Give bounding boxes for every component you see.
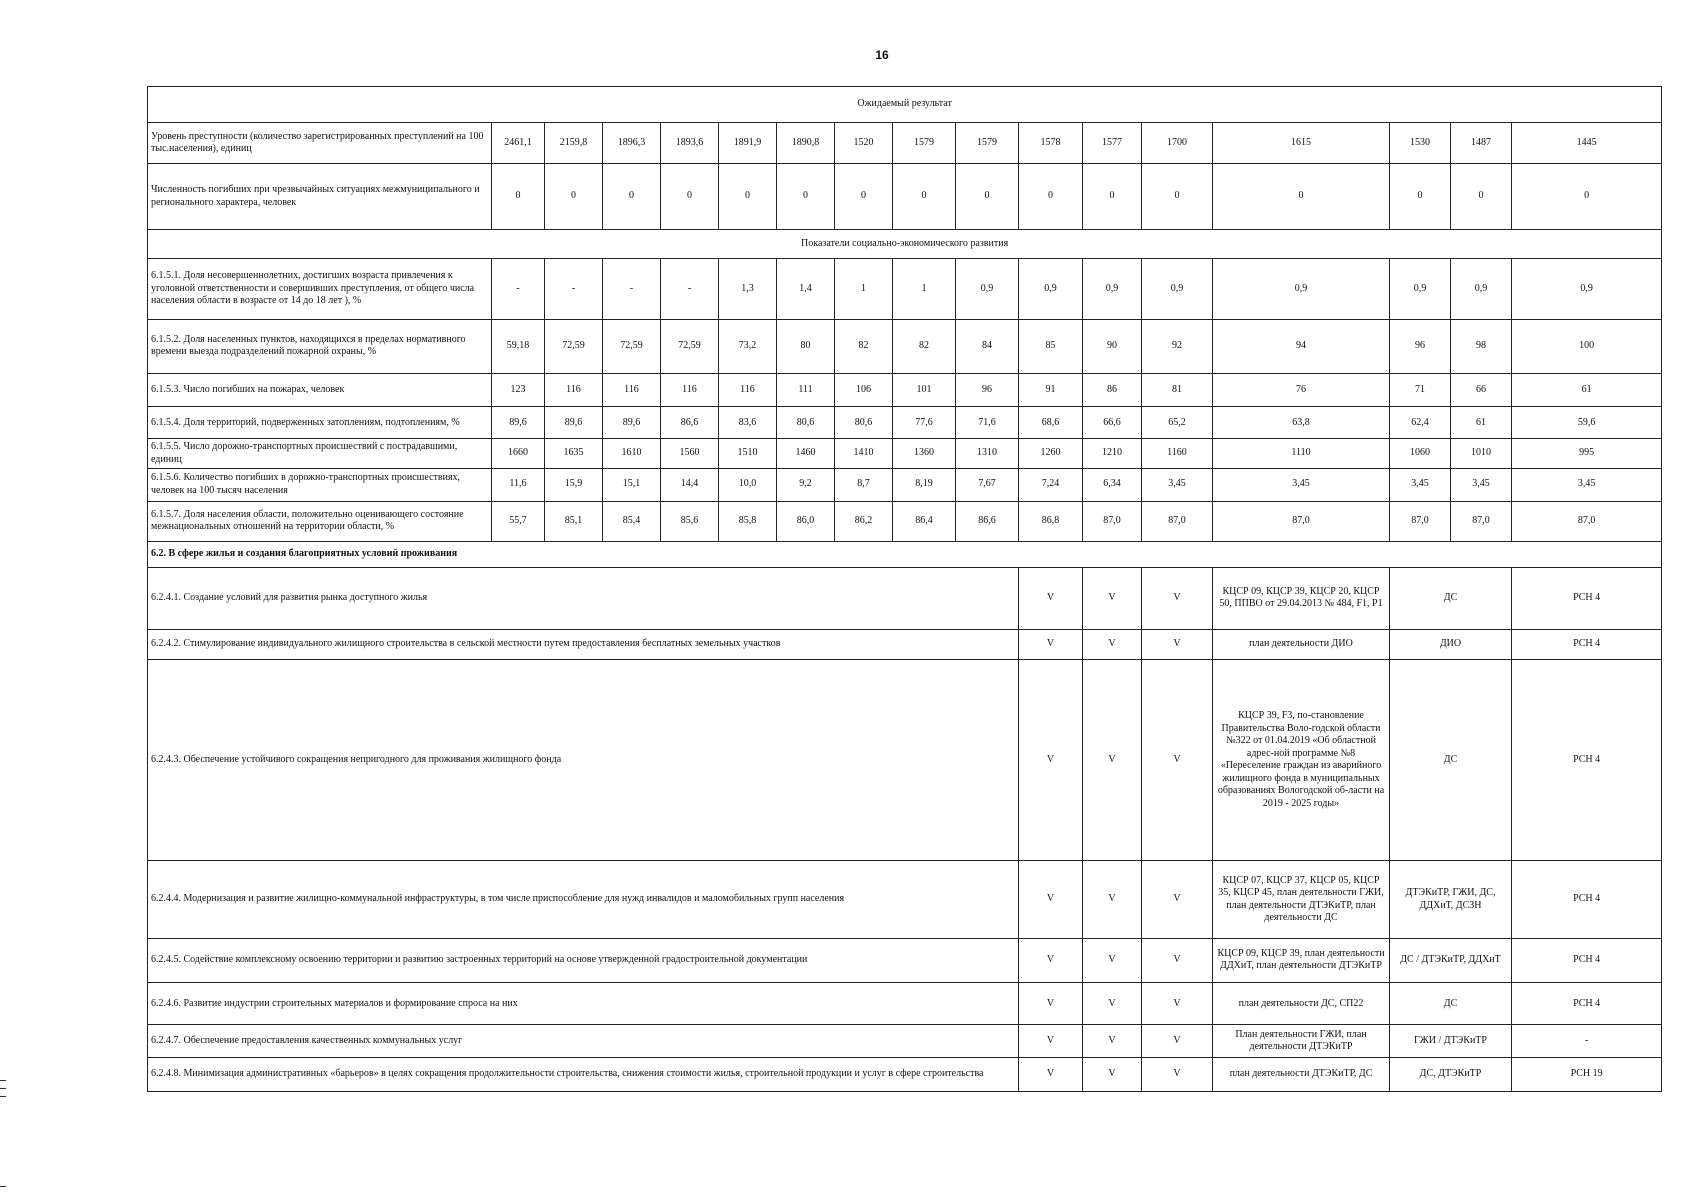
v-mark: V — [1142, 629, 1213, 659]
value-cell: 89,6 — [492, 407, 545, 439]
indicator-label: 6.1.5.3. Число погибших на пожарах, человек — [148, 373, 492, 406]
measure-row — [148, 861, 1662, 939]
rsn-cell: РСН 4 — [1512, 983, 1662, 1025]
value-cell: 1578 — [1019, 123, 1083, 164]
value-cell: 73,2 — [719, 319, 777, 373]
source-cell: план деятельности ДТЭКиТР, ДС — [1213, 1057, 1390, 1091]
value-cell: 0 — [1390, 164, 1451, 230]
measure-label: 6.2.4.1. Создание условий для развития рынка доступного жилья — [148, 568, 1019, 629]
expected-result-row — [148, 87, 1662, 123]
value-cell: 0 — [1083, 164, 1142, 230]
v-mark: V — [1019, 1057, 1083, 1091]
v-mark: V — [1019, 861, 1083, 939]
value-cell: 90 — [1083, 319, 1142, 373]
scan-mark — [0, 1088, 6, 1089]
value-cell: 6,34 — [1083, 468, 1142, 501]
value-cell: 87,0 — [1213, 501, 1390, 541]
measure-row — [148, 568, 1662, 629]
value-cell: 1 — [835, 259, 893, 319]
value-cell: 80,6 — [777, 407, 835, 439]
value-cell: 1579 — [893, 123, 956, 164]
value-cell: 1610 — [603, 439, 661, 468]
value-cell: 1445 — [1512, 123, 1662, 164]
value-cell: 80 — [777, 319, 835, 373]
responsible-cell: ДС — [1390, 659, 1512, 860]
value-cell: 0 — [777, 164, 835, 230]
value-cell: 2461,1 — [492, 123, 545, 164]
table-body — [148, 87, 1662, 1092]
value-cell: 86,8 — [1019, 501, 1083, 541]
value-cell: 55,7 — [492, 501, 545, 541]
value-cell: - — [603, 259, 661, 319]
indicator-label: 6.1.5.2. Доля населенных пунктов, находящихся в пределах нормативного времени выезда подразделений пожарной охраны, % — [148, 319, 492, 373]
value-cell: 1210 — [1083, 439, 1142, 468]
section-row — [148, 542, 1662, 568]
responsible-cell: ГЖИ / ДТЭКиТР — [1390, 1025, 1512, 1057]
value-cell: 0,9 — [1451, 259, 1512, 319]
value-cell: 72,59 — [661, 319, 719, 373]
value-cell: 76 — [1213, 373, 1390, 406]
rsn-cell: РСН 4 — [1512, 861, 1662, 939]
v-mark: V — [1083, 861, 1142, 939]
value-cell: 9,2 — [777, 468, 835, 501]
value-cell: 61 — [1512, 373, 1662, 406]
indicator-label: Численность погибших при чрезвычайных ситуациях межмуниципального и регионального характера, человек — [148, 164, 492, 230]
value-cell: 3,45 — [1213, 468, 1390, 501]
value-cell: 0 — [719, 164, 777, 230]
value-cell: 0 — [1019, 164, 1083, 230]
value-cell: 85,6 — [661, 501, 719, 541]
value-cell: 0,9 — [1019, 259, 1083, 319]
value-cell: 1700 — [1142, 123, 1213, 164]
value-cell: 0 — [545, 164, 603, 230]
value-cell: 100 — [1512, 319, 1662, 373]
value-cell: 2159,8 — [545, 123, 603, 164]
v-mark: V — [1019, 568, 1083, 629]
value-cell: 85,4 — [603, 501, 661, 541]
value-cell: 87,0 — [1083, 501, 1142, 541]
value-cell: 89,6 — [603, 407, 661, 439]
v-mark: V — [1083, 659, 1142, 860]
value-cell: 81 — [1142, 373, 1213, 406]
value-cell: 80,6 — [835, 407, 893, 439]
v-mark: V — [1083, 1025, 1142, 1057]
value-cell: 71,6 — [956, 407, 1019, 439]
value-cell: 86,6 — [956, 501, 1019, 541]
responsible-cell: ДС, ДТЭКиТР — [1390, 1057, 1512, 1091]
value-cell: 1660 — [492, 439, 545, 468]
value-cell: 1890,8 — [777, 123, 835, 164]
value-cell: 61 — [1451, 407, 1512, 439]
value-cell: 0 — [1451, 164, 1512, 230]
value-cell: 116 — [545, 373, 603, 406]
indicator-label: Уровень преступности (количество зарегистрированных преступлений на 100 тыс.населения), единиц — [148, 123, 492, 164]
value-cell: 68,6 — [1019, 407, 1083, 439]
source-cell: КЦСР 39, F3, по-становление Правительства Воло-годской области №322 от 01.04.2019 «Об областной адрес-ной программе №8 «Переселение граждан из аварийного жилищного фонда в муниципальных образованиях Вологодской об-ласти на 2019 - 2025 годы» — [1213, 659, 1390, 860]
scan-mark — [0, 1186, 6, 1187]
value-cell: 87,0 — [1512, 501, 1662, 541]
value-cell: 7,67 — [956, 468, 1019, 501]
measure-row — [148, 1025, 1662, 1057]
value-cell: 15,9 — [545, 468, 603, 501]
rsn-cell: РСН 19 — [1512, 1057, 1662, 1091]
source-cell: КЦСР 07, КЦСР 37, КЦСР 05, КЦСР 35, КЦСР 45, план деятельности ГЖИ, план деятельности ДТЭКиТР, план деятельности ДС — [1213, 861, 1390, 939]
value-cell: 1560 — [661, 439, 719, 468]
value-cell: 87,0 — [1451, 501, 1512, 541]
value-cell: 0 — [893, 164, 956, 230]
value-cell: 0 — [1512, 164, 1662, 230]
value-cell: 96 — [1390, 319, 1451, 373]
v-mark: V — [1019, 629, 1083, 659]
value-cell: 116 — [661, 373, 719, 406]
page-number: 16 — [875, 48, 889, 62]
table-row — [148, 407, 1662, 439]
v-mark: V — [1083, 629, 1142, 659]
measure-row — [148, 983, 1662, 1025]
value-cell: 14,4 — [661, 468, 719, 501]
scan-mark — [0, 1080, 6, 1081]
value-cell: 1160 — [1142, 439, 1213, 468]
value-cell: 1 — [893, 259, 956, 319]
value-cell: 1110 — [1213, 439, 1390, 468]
v-mark: V — [1083, 1057, 1142, 1091]
value-cell: 3,45 — [1451, 468, 1512, 501]
value-cell: 101 — [893, 373, 956, 406]
measure-label: 6.2.4.5. Содействие комплексному освоению территории и развитию застроенных территорий на основе утвержденной градостроительной документации — [148, 938, 1019, 982]
value-cell: 94 — [1213, 319, 1390, 373]
value-cell: 3,45 — [1390, 468, 1451, 501]
value-cell: 111 — [777, 373, 835, 406]
value-cell: 72,59 — [603, 319, 661, 373]
v-mark: V — [1142, 1025, 1213, 1057]
source-cell: КЦСР 09, КЦСР 39, КЦСР 20, КЦСР 50, ППВО от 29.04.2013 № 484, F1, P1 — [1213, 568, 1390, 629]
value-cell: 1530 — [1390, 123, 1451, 164]
measure-row — [148, 938, 1662, 982]
value-cell: 63,8 — [1213, 407, 1390, 439]
value-cell: 77,6 — [893, 407, 956, 439]
measure-row — [148, 1057, 1662, 1091]
value-cell: 87,0 — [1390, 501, 1451, 541]
indicator-table — [147, 86, 1662, 1092]
value-cell: 8,19 — [893, 468, 956, 501]
value-cell: 11,6 — [492, 468, 545, 501]
value-cell: 84 — [956, 319, 1019, 373]
v-mark: V — [1083, 983, 1142, 1025]
value-cell: 1891,9 — [719, 123, 777, 164]
value-cell: 91 — [1019, 373, 1083, 406]
value-cell: 86,4 — [893, 501, 956, 541]
value-cell: 1060 — [1390, 439, 1451, 468]
value-cell: - — [492, 259, 545, 319]
value-cell: 82 — [893, 319, 956, 373]
v-mark: V — [1083, 938, 1142, 982]
source-cell: план деятельности ДИО — [1213, 629, 1390, 659]
value-cell: 1487 — [1451, 123, 1512, 164]
value-cell: 82 — [835, 319, 893, 373]
value-cell: 0,9 — [1512, 259, 1662, 319]
value-cell: 0,9 — [1390, 259, 1451, 319]
measure-label: 6.2.4.2. Стимулирование индивидуального жилищного строительства в сельской местности путем предоставления бесплатных земельных участков — [148, 629, 1019, 659]
value-cell: 1410 — [835, 439, 893, 468]
value-cell: 1893,6 — [661, 123, 719, 164]
v-mark: V — [1019, 938, 1083, 982]
value-cell: 85 — [1019, 319, 1083, 373]
value-cell: 1,4 — [777, 259, 835, 319]
value-cell: 3,45 — [1512, 468, 1662, 501]
indicator-label: 6.1.5.6. Количество погибших в дорожно-транспортных происшествиях, человек на 100 тысяч населения — [148, 468, 492, 501]
v-mark: V — [1019, 659, 1083, 860]
value-cell: 83,6 — [719, 407, 777, 439]
source-cell: План деятельности ГЖИ, план деятельности ДТЭКиТР — [1213, 1025, 1390, 1057]
table-row — [148, 439, 1662, 468]
measure-label: 6.2.4.4. Модернизация и развитие жилищно-коммунальной инфраструктуры, в том числе приспособление для нужд инвалидов и маломобильных групп населения — [148, 861, 1019, 939]
value-cell: - — [661, 259, 719, 319]
measure-label: 6.2.4.6. Развитие индустрии строительных материалов и формирование спроса на них — [148, 983, 1019, 1025]
value-cell: 1360 — [893, 439, 956, 468]
rsn-cell: - — [1512, 1025, 1662, 1057]
expected-result-header: Ожидаемый результат — [148, 87, 1662, 123]
rsn-cell: РСН 4 — [1512, 659, 1662, 860]
value-cell: 1577 — [1083, 123, 1142, 164]
value-cell: 66 — [1451, 373, 1512, 406]
responsible-cell: ДС — [1390, 568, 1512, 629]
value-cell: 0 — [1213, 164, 1390, 230]
value-cell: 62,4 — [1390, 407, 1451, 439]
socio-economic-header-row — [148, 229, 1662, 258]
v-mark: V — [1019, 1025, 1083, 1057]
table-row — [148, 468, 1662, 501]
v-mark: V — [1142, 659, 1213, 860]
v-mark: V — [1142, 568, 1213, 629]
value-cell: - — [545, 259, 603, 319]
value-cell: 66,6 — [1083, 407, 1142, 439]
indicator-label: 6.1.5.5. Число дорожно-транспортных происшествий с пострадавшими, единиц — [148, 439, 492, 468]
value-cell: 59,6 — [1512, 407, 1662, 439]
value-cell: 87,0 — [1142, 501, 1213, 541]
table-row — [148, 123, 1662, 164]
responsible-cell: ДИО — [1390, 629, 1512, 659]
table-row — [148, 164, 1662, 230]
value-cell: 98 — [1451, 319, 1512, 373]
value-cell: 0 — [1142, 164, 1213, 230]
v-mark: V — [1019, 983, 1083, 1025]
value-cell: 1260 — [1019, 439, 1083, 468]
value-cell: 86 — [1083, 373, 1142, 406]
value-cell: 86,0 — [777, 501, 835, 541]
value-cell: 10,0 — [719, 468, 777, 501]
v-mark: V — [1083, 568, 1142, 629]
measure-row — [148, 629, 1662, 659]
rsn-cell: РСН 4 — [1512, 938, 1662, 982]
value-cell: 0 — [603, 164, 661, 230]
value-cell: 0 — [661, 164, 719, 230]
value-cell: 1010 — [1451, 439, 1512, 468]
source-cell: план деятельности ДС, СП22 — [1213, 983, 1390, 1025]
value-cell: 1896,3 — [603, 123, 661, 164]
responsible-cell: ДС / ДТЭКиТР, ДДХиТ — [1390, 938, 1512, 982]
value-cell: 85,1 — [545, 501, 603, 541]
value-cell: 3,45 — [1142, 468, 1213, 501]
value-cell: 116 — [603, 373, 661, 406]
value-cell: 0 — [956, 164, 1019, 230]
socio-economic-header: Показатели социально-экономического развития — [148, 229, 1662, 258]
value-cell: 1520 — [835, 123, 893, 164]
value-cell: 7,24 — [1019, 468, 1083, 501]
value-cell: 72,59 — [545, 319, 603, 373]
value-cell: 96 — [956, 373, 1019, 406]
value-cell: 106 — [835, 373, 893, 406]
value-cell: 1310 — [956, 439, 1019, 468]
value-cell: 1460 — [777, 439, 835, 468]
value-cell: 92 — [1142, 319, 1213, 373]
value-cell: 89,6 — [545, 407, 603, 439]
indicator-label: 6.1.5.1. Доля несовершеннолетних, достигших возраста привлечения к уголовной ответственности и совершивших преступления, от общего числа населения области в возрасте от 14 до 18 лет ), % — [148, 259, 492, 319]
indicator-label: 6.1.5.4. Доля территорий, подверженных затоплениям, подтоплениям, % — [148, 407, 492, 439]
value-cell: 0,9 — [956, 259, 1019, 319]
v-mark: V — [1142, 861, 1213, 939]
value-cell: 15,1 — [603, 468, 661, 501]
value-cell: 116 — [719, 373, 777, 406]
table-row — [148, 319, 1662, 373]
value-cell: 59,18 — [492, 319, 545, 373]
v-mark: V — [1142, 983, 1213, 1025]
value-cell: 1,3 — [719, 259, 777, 319]
indicator-label: 6.1.5.7. Доля населения области, положительно оценивающего состояние межнациональных отношений на территории области, % — [148, 501, 492, 541]
value-cell: 1510 — [719, 439, 777, 468]
responsible-cell: ДТЭКиТР, ГЖИ, ДС, ДДХиТ, ДСЗН — [1390, 861, 1512, 939]
value-cell: 0 — [492, 164, 545, 230]
responsible-cell: ДС — [1390, 983, 1512, 1025]
value-cell: 0 — [835, 164, 893, 230]
v-mark: V — [1142, 938, 1213, 982]
measure-label: 6.2.4.3. Обеспечение устойчивого сокращения непригодного для проживания жилищного фонда — [148, 659, 1019, 860]
value-cell: 85,8 — [719, 501, 777, 541]
value-cell: 86,6 — [661, 407, 719, 439]
value-cell: 1615 — [1213, 123, 1390, 164]
section-title: 6.2. В сфере жилья и создания благоприятных условий проживания — [148, 542, 1662, 568]
measure-label: 6.2.4.8. Минимизация административных «барьеров» в целях сокращения продолжительности строительства, снижения стоимости жилья, строительной продукции и услуг в сфере строительства — [148, 1057, 1019, 1091]
value-cell: 65,2 — [1142, 407, 1213, 439]
value-cell: 0,9 — [1213, 259, 1390, 319]
value-cell: 995 — [1512, 439, 1662, 468]
value-cell: 71 — [1390, 373, 1451, 406]
measure-row — [148, 659, 1662, 860]
v-mark: V — [1142, 1057, 1213, 1091]
value-cell: 0,9 — [1142, 259, 1213, 319]
table-row — [148, 373, 1662, 406]
value-cell: 86,2 — [835, 501, 893, 541]
value-cell: 1579 — [956, 123, 1019, 164]
measure-label: 6.2.4.7. Обеспечение предоставления качественных коммунальных услуг — [148, 1025, 1019, 1057]
source-cell: КЦСР 09, КЦСР 39, план деятельности ДДХиТ, план деятельности ДТЭКиТР — [1213, 938, 1390, 982]
value-cell: 0,9 — [1083, 259, 1142, 319]
scan-mark — [0, 1096, 6, 1097]
value-cell: 1635 — [545, 439, 603, 468]
value-cell: 8,7 — [835, 468, 893, 501]
rsn-cell: РСН 4 — [1512, 568, 1662, 629]
table-row — [148, 259, 1662, 319]
rsn-cell: РСН 4 — [1512, 629, 1662, 659]
table-row — [148, 501, 1662, 541]
value-cell: 123 — [492, 373, 545, 406]
